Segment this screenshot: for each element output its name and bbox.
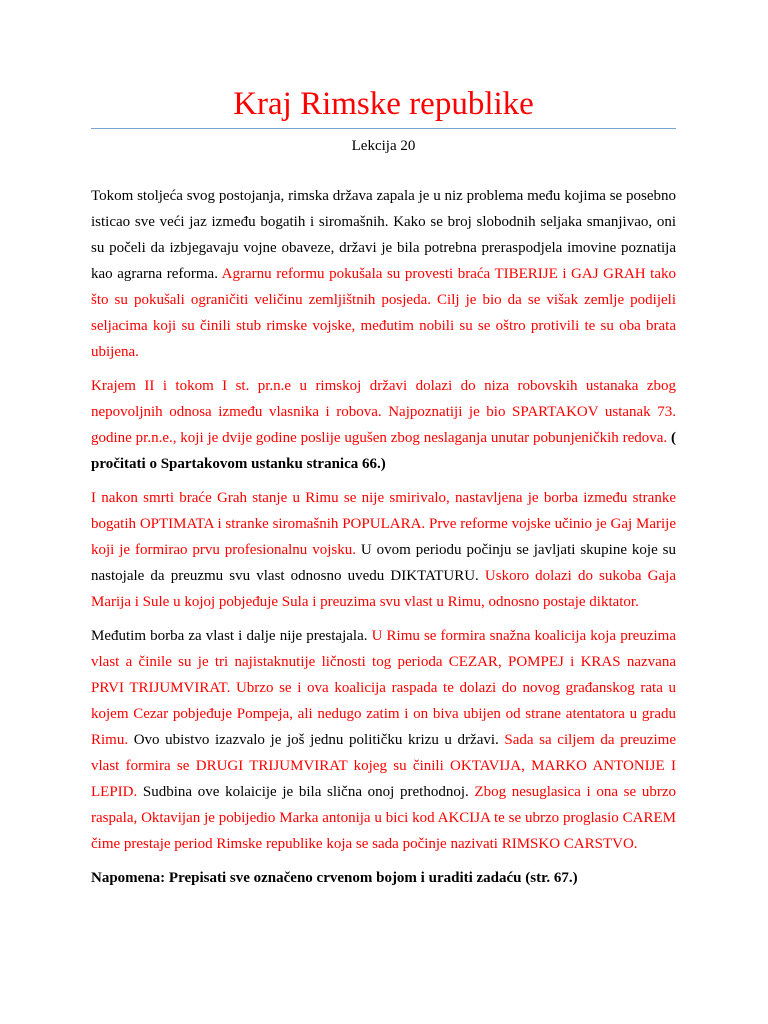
paragraph-4-run-6: Zbog nesuglasica i ona se ubrzo raspala, Oktavijan je pobijedio Marka antonija u bici kod AKCIJA te se ubrzo proglasio CAREM čime prestaje period Rimske republike koja se sada počinje nazivati RIMSKO CARSTVO. [91, 784, 676, 852]
paragraph-1-run-2: Agrarnu reformu pokušala su provesti braća TIBERIJE i GAJ GRAH tako što su pokušali ograničiti veličinu zemljištnih posjeda. Cilj je bio da se višak zemlje podijeli seljacima koji su činili stub rimske vojske, međutim nobili su se oštro protivili te su oba brata ubijena. [91, 266, 676, 360]
homework-note: Napomena: Prepisati sve označeno crvenom bojom i uraditi zadaću (str. 67.) [91, 870, 578, 886]
paragraph-2 [91, 373, 676, 477]
paragraph-3 [91, 485, 676, 615]
paragraph-1 [91, 183, 676, 365]
document-page [91, 0, 676, 891]
paragraph-4-run-1: Međutim borba za vlast i dalje nije prestajala. [91, 628, 372, 644]
paragraph-3-run-2: U ovom periodu počinju se javljati skupine koje su nastojale da preuzmu svu vlast odnosno uvedu DIKTATURU. [91, 542, 676, 584]
title-divider [91, 128, 676, 129]
paragraph-2-run-1: Krajem II i tokom I st. pr.n.e u rimskoj državi dolazi do niza robovskih ustanaka zbog nepovoljnih odnosa između vlasnika i robova. Najpoznatiji je bio SPARTAKOV ustanak 73. godine pr.n.e., koji je dvije godine poslije ugušen zbog neslaganja unutar pobunjeničkih redova. [91, 378, 676, 446]
paragraph-4-run-4: Sada sa ciljem da preuzime vlast formira se DRUGI TRIJUMVIRAT kojeg su činili OKTAVIJA, MARKO ANTONIJE I LEPID. [91, 732, 676, 800]
paragraph-1-run-1: Tokom stoljeća svog postojanja, rimska država zapala je u niz problema među kojima se posebno isticao sve veći jaz između bogatih i siromašnih. Kako se broj slobodnih seljaka smanjivao, oni su počeli da izbjegavaju vojne obaveze, državi je bila potrebna preraspodjela imovine poznatija kao agrarna reforma. [91, 188, 676, 282]
document-body [91, 183, 676, 857]
paragraph-4-run-5: Sudbina ove kolaicije je bila slična onoj prethodnoj. [137, 784, 475, 800]
paragraph-4-run-3: Ovo ubistvo izazvalo je još jednu političku krizu u državi. [128, 732, 505, 748]
document-title: Kraj Rimske republike [233, 86, 534, 122]
paragraph-3-run-3: Uskoro dolazi do sukoba Gaja Marija i Sule u kojoj pobjeđuje Sula i preuzima svu vlast u Rimu, odnosno postaje diktator. [91, 568, 676, 610]
paragraph-3-run-1: I nakon smrti braće Grah stanje u Rimu se nije smirivalo, nastavljena je borba između stranke bogatih OPTIMATA i stranke siromašnih POPULARA. Prve reforme vojske učinio je Gaj Marije koji je formirao prvu profesionalnu vojsku. [91, 490, 676, 558]
paragraph-4-run-2: U Rimu se formira snažna koalicija koja preuzima vlast a činile su je tri najistaknutije ličnosti tog perioda CEZAR, POMPEJ i KRAS nazvana PRVI TRIJUMVIRAT. Ubrzo se i ova koalicija raspada te dolazi do novog građanskog rata u kojem Cezar pobjeđuje Pompeja, ali nedugo zatim i on biva ubijen od strane atentatora u gradu Rimu. [91, 628, 676, 748]
lesson-subtitle: Lekcija 20 [351, 138, 416, 154]
paragraph-4 [91, 623, 676, 857]
paragraph-2-run-2: ( pročitati o Spartakovom ustanku stranica 66.) [91, 430, 677, 472]
